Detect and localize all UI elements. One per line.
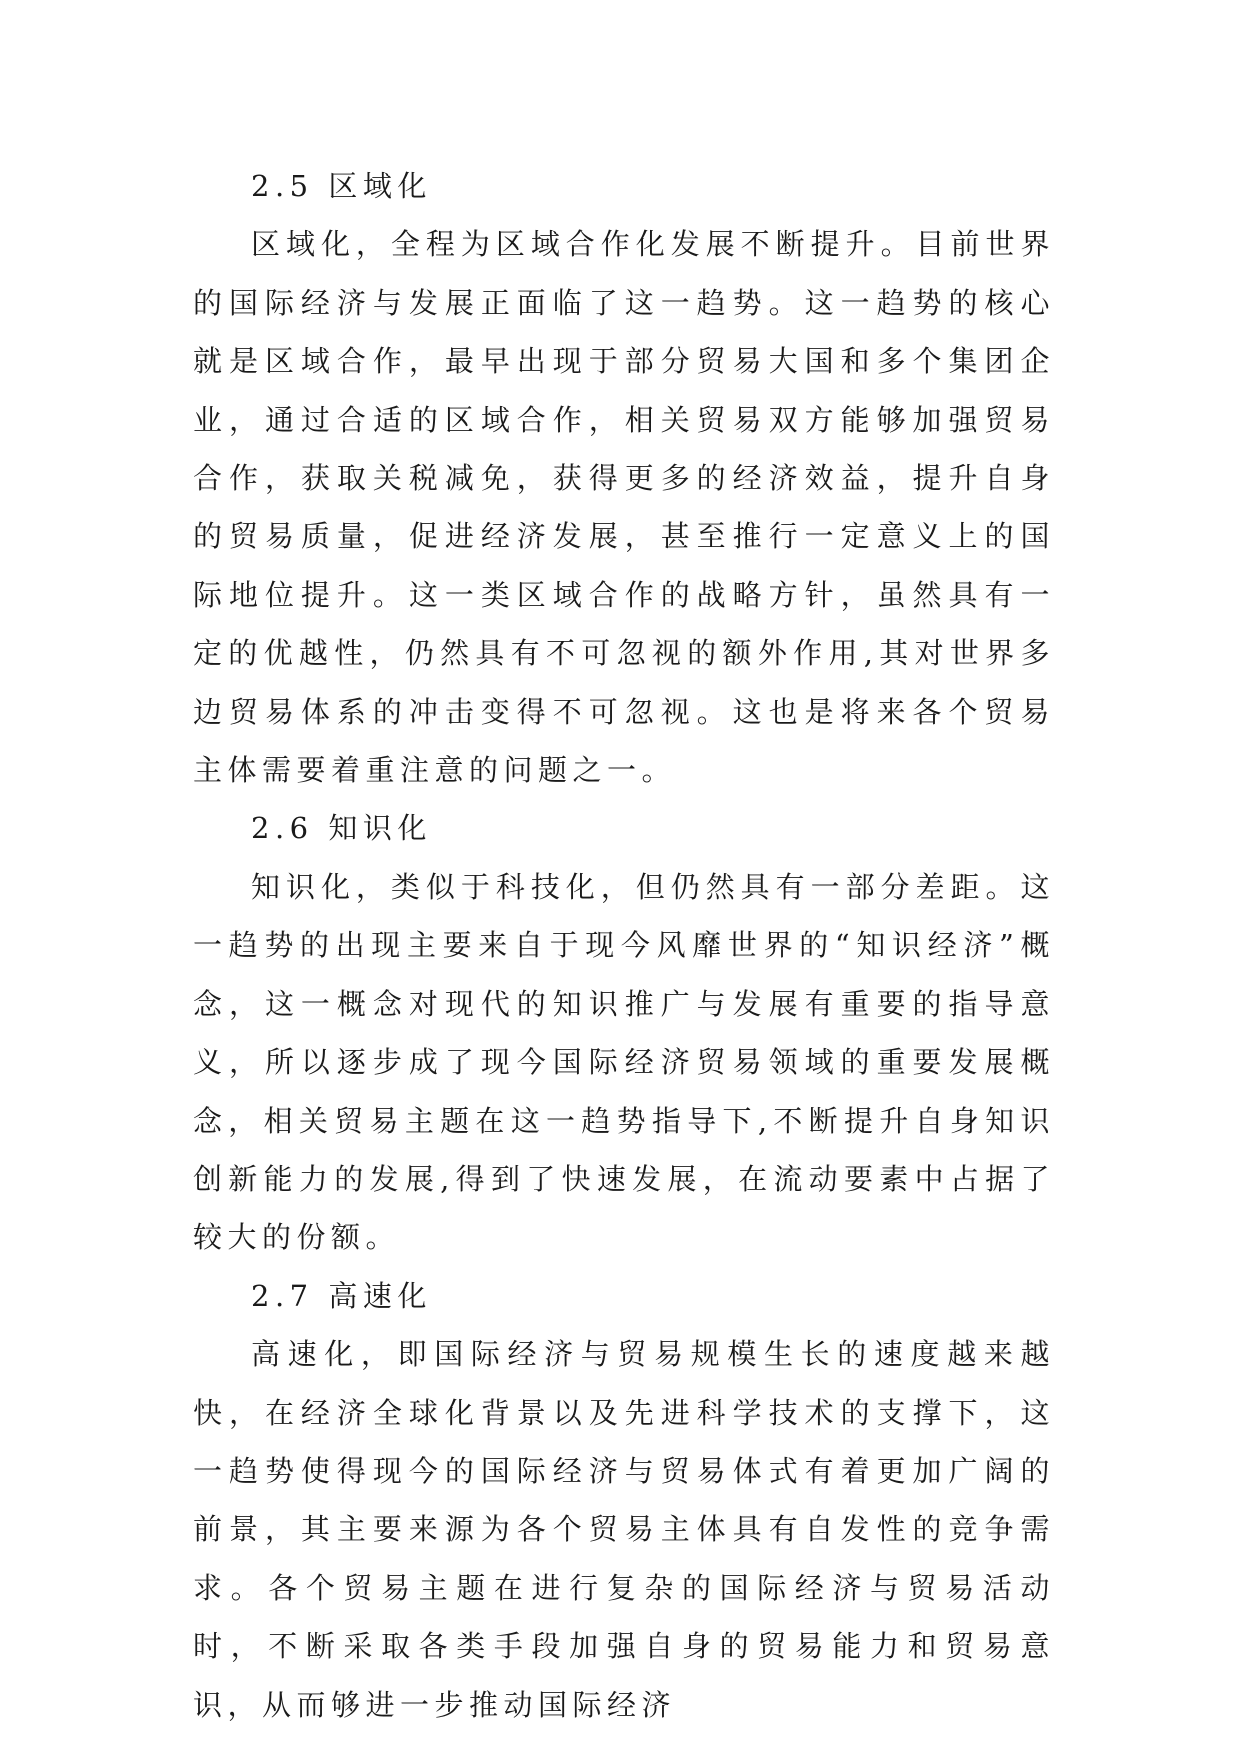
section-heading-knowledge: 2.6 知识化: [251, 811, 432, 846]
section-heading-high-speed: 2.7 高速化: [251, 1278, 432, 1313]
section-heading-regionalization: 2.5 区域化: [251, 169, 432, 203]
document-page: [193, 157, 1055, 1734]
section-paragraph-high-speed: 高速化，即国际经济与贸易规模生长的速度越来越快，在经济全球化背景以及先进科学技术的支撑下，这一趋势使得现今的国际经济与贸易体式有着更加广阔的前景，其主要来源为各个贸易主体具有自发性的竞争需求。各个贸易主题在进行复杂的国际经济与贸易活动时，不断采取各类手段加强自身的贸易能力和贸易意识，从而够进一步推动国际经济: [193, 1337, 1055, 1722]
section-paragraph-regionalization: 区域化，全程为区域合作化发展不断提升。目前世界的国际经济与发展正面临了这一趋势。这一趋势的核心就是区域合作，最早出现于部分贸易大国和多个集团企业，通过合适的区域合作，相关贸易双方能够加强贸易合作，获取关税减免，获得更多的经济效益，提升自身的贸易质量，促进经济发展，甚至推行一定意义上的国际地位提升。这一类区域合作的战略方针，虽然具有一定的优越性，仍然具有不可忽视的额外作用,其对世界多边贸易体系的冲击变得不可忽视。这也是将来各个贸易主体需要着重注意的问题之一。: [193, 227, 1055, 788]
section-paragraph-knowledge: 知识化，类似于科技化，但仍然具有一部分差距。这一趋势的出现主要来自于现今风靡世界的“知识经济”概念，这一概念对现代的知识推广与发展有重要的指导意义，所以逐步成了现今国际经济贸易领域的重要发展概念，相关贸易主题在这一趋势指导下,不断提升自身知识创新能力的发展,得到了快速发展，在流动要素中占据了较大的份额。: [193, 869, 1055, 1255]
